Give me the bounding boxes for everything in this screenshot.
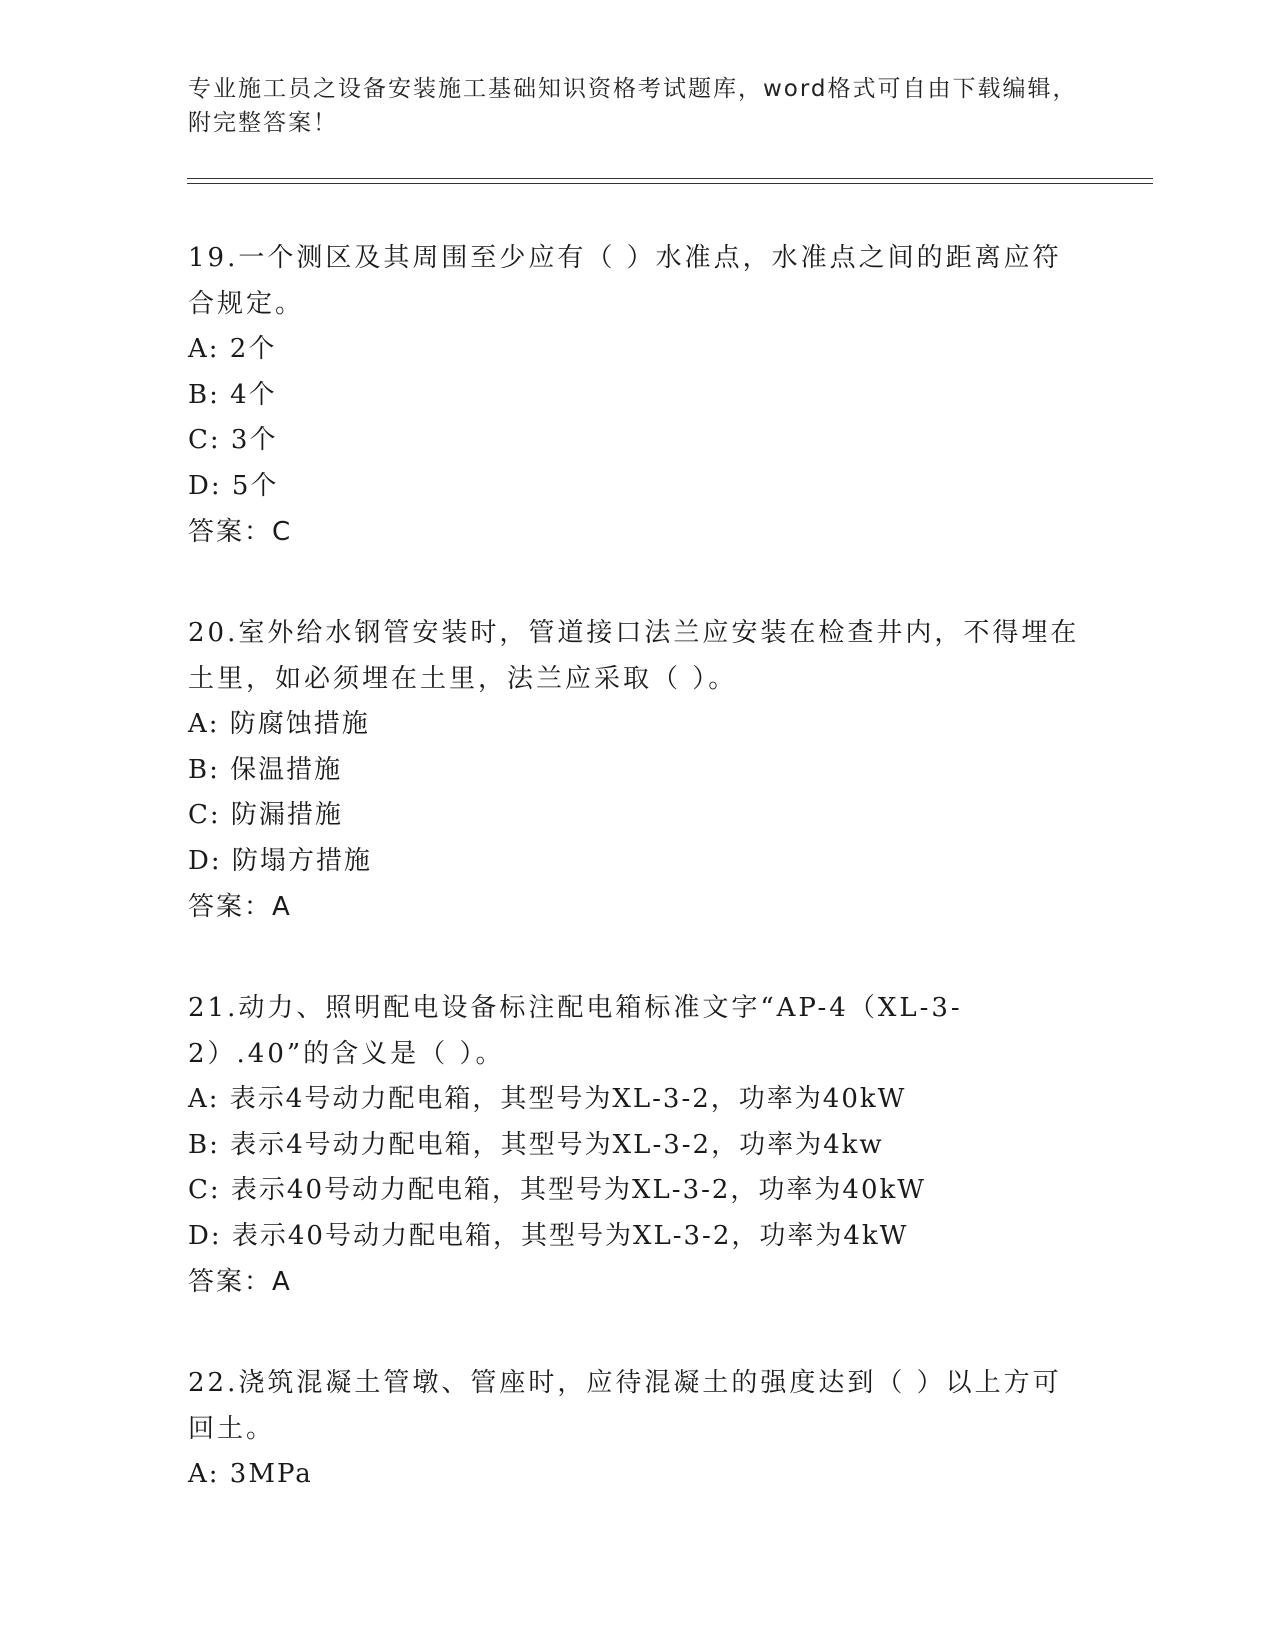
option-d: D: 表示40号动力配电箱，其型号为XL-3-2，功率为4kW bbox=[188, 1220, 909, 1251]
question-stem: 22.浇筑混凝土管墩、管座时，应待混凝土的强度达到（ ）以上方可回土。 bbox=[188, 1368, 1062, 1444]
option-a: A: 3MPa bbox=[188, 1459, 313, 1489]
document-header: 专业施工员之设备安装施工基础知识资格考试题库，word格式可自由下载编辑，附完整答案！ bbox=[188, 76, 1078, 136]
question-22 bbox=[188, 1360, 1088, 1498]
question-21 bbox=[188, 985, 1088, 1305]
option-d: D: 防塌方措施 bbox=[188, 845, 372, 876]
option-b: B: 4个 bbox=[188, 379, 277, 410]
answer-line: 答案：A bbox=[188, 1267, 292, 1297]
option-b: B: 表示4号动力配电箱，其型号为XL-3-2，功率为4kw bbox=[188, 1129, 884, 1160]
option-c: C: 3个 bbox=[188, 425, 278, 455]
question-20 bbox=[188, 610, 1088, 930]
option-a: A: 表示4号动力配电箱，其型号为XL-3-2，功率为40kW bbox=[188, 1084, 907, 1114]
option-d: D: 5个 bbox=[188, 470, 279, 501]
question-stem: 19.一个测区及其周围至少应有（ ）水准点，水准点之间的距离应符合规定。 bbox=[188, 243, 1062, 319]
option-c: C: 防漏措施 bbox=[188, 800, 343, 830]
option-c: C: 表示40号动力配电箱，其型号为XL-3-2，功率为40kW bbox=[188, 1175, 926, 1205]
option-a: A: 防腐蚀措施 bbox=[188, 709, 370, 739]
answer-line: 答案：A bbox=[188, 892, 292, 922]
header-divider-bottom bbox=[187, 183, 1153, 184]
question-stem: 21.动力、照明配电设备标注配电箱标准文字“AP-4（XL-3-2）.40”的含义是（ ）。 bbox=[188, 993, 963, 1069]
header-divider-top bbox=[187, 178, 1153, 179]
option-a: A: 2个 bbox=[188, 334, 277, 364]
option-b: B: 保温措施 bbox=[188, 754, 343, 785]
answer-line: 答案：C bbox=[188, 517, 293, 547]
question-list bbox=[188, 235, 1088, 1553]
question-stem: 20.室外给水钢管安装时，管道接口法兰应安装在检查井内，不得埋在土里，如必须埋在土里，法兰应采取（ ）。 bbox=[188, 618, 1080, 694]
question-19 bbox=[188, 235, 1088, 555]
